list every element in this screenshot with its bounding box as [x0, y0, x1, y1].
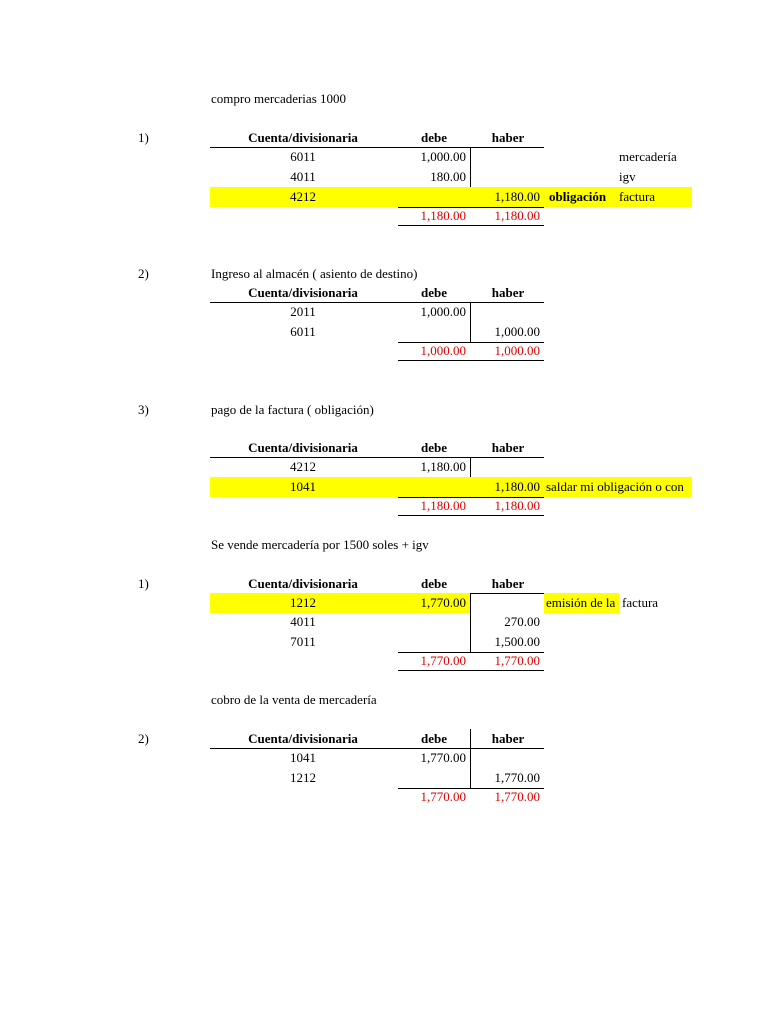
col-header-cuenta: Cuenta/divisionaria [248, 576, 358, 591]
row-cuenta: 4011 [290, 614, 316, 629]
col-header-cuenta: Cuenta/divisionaria [248, 285, 358, 300]
row-haber: 1,770.00 [494, 770, 540, 785]
col-header-cuenta: Cuenta/divisionaria [248, 440, 358, 455]
totals-underline [398, 670, 544, 671]
total-debe: 1,180.00 [420, 208, 466, 223]
row-cuenta: 4011 [290, 169, 316, 184]
row-note: mercadería [619, 149, 677, 164]
col-header-cuenta: Cuenta/divisionaria [248, 130, 358, 145]
section-title: Ingreso al almacén ( asiento de destino) [211, 266, 418, 281]
total-haber: 1,180.00 [494, 498, 540, 513]
row-cuenta: 4212 [290, 459, 316, 474]
entry-number: 1) [138, 130, 149, 145]
row-debe: 180.00 [430, 169, 466, 184]
row-cuenta: 1212 [290, 770, 316, 785]
totals-underline [398, 225, 544, 226]
row-haber: 270.00 [504, 614, 540, 629]
row-label: obligación [549, 189, 607, 204]
row-note: factura [619, 189, 656, 204]
col-header-haber: haber [491, 576, 525, 591]
col-header-haber: haber [491, 285, 525, 300]
row-note-highlighted: emisión de la [546, 595, 616, 610]
row-haber: 1,180.00 [494, 189, 540, 204]
entry-number: 1) [138, 576, 149, 591]
row-debe: 1,000.00 [420, 304, 466, 319]
total-haber: 1,000.00 [494, 343, 540, 358]
total-debe: 1,770.00 [420, 789, 466, 804]
total-debe: 1,770.00 [420, 653, 466, 668]
section-title: Se vende mercadería por 1500 soles + igv [211, 537, 429, 552]
entry-number: 2) [138, 731, 149, 746]
total-debe: 1,000.00 [420, 343, 466, 358]
total-debe: 1,180.00 [420, 498, 466, 513]
entry-number: 3) [138, 402, 149, 417]
row-cuenta: 1212 [290, 595, 316, 610]
total-haber: 1,180.00 [494, 208, 540, 223]
row-debe: 1,770.00 [420, 750, 466, 765]
section-title: compro mercaderias 1000 [211, 91, 347, 106]
section-title: pago de la factura ( obligación) [211, 402, 374, 417]
row-note: saldar mi obligación o con [546, 479, 684, 494]
col-header-haber: haber [491, 130, 525, 145]
col-header-cuenta: Cuenta/divisionaria [248, 731, 358, 746]
col-header-debe: debe [421, 576, 447, 591]
section-title: cobro de la venta de mercadería [211, 692, 377, 707]
row-note: factura [622, 595, 659, 610]
col-header-debe: debe [421, 440, 447, 455]
total-haber: 1,770.00 [494, 653, 540, 668]
entry-number: 2) [138, 266, 149, 281]
col-header-haber: haber [491, 731, 525, 746]
totals-underline [398, 360, 544, 361]
totals-underline [398, 515, 544, 516]
row-debe: 1,770.00 [420, 595, 466, 610]
col-header-debe: debe [421, 285, 447, 300]
row-cuenta: 6011 [290, 324, 316, 339]
row-haber: 1,000.00 [494, 324, 540, 339]
row-debe: 1,000.00 [420, 149, 466, 164]
col-header-debe: debe [421, 731, 447, 746]
row-note: igv [619, 169, 636, 184]
row-cuenta: 1041 [290, 479, 316, 494]
row-cuenta: 7011 [290, 634, 316, 649]
row-haber: 1,500.00 [494, 634, 540, 649]
row-cuenta: 2011 [290, 304, 316, 319]
row-cuenta: 6011 [290, 149, 316, 164]
col-header-haber: haber [491, 440, 525, 455]
total-haber: 1,770.00 [494, 789, 540, 804]
row-cuenta: 4212 [290, 189, 316, 204]
row-debe: 1,180.00 [420, 459, 466, 474]
row-cuenta: 1041 [290, 750, 316, 765]
row-haber: 1,180.00 [494, 479, 540, 494]
col-header-debe: debe [421, 130, 447, 145]
